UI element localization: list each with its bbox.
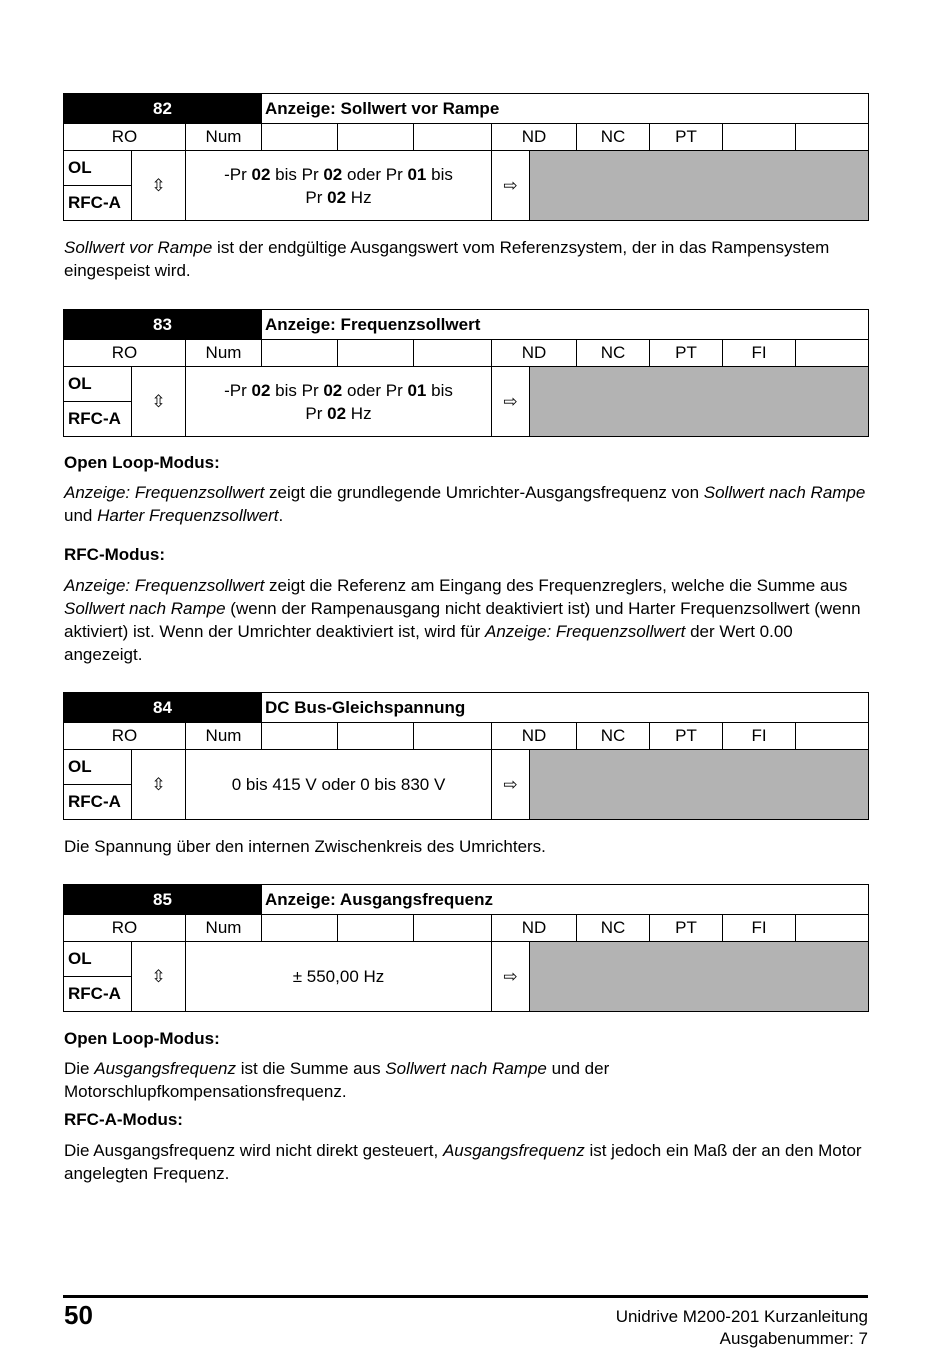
- right-arrow-icon: ⇨: [492, 750, 530, 820]
- footer-doc-title: Unidrive M200-201 Kurzanleitung: [615, 1307, 868, 1326]
- param-number: 82: [64, 94, 262, 124]
- flag-cell: [338, 723, 414, 750]
- flag-cell: [414, 340, 492, 367]
- flag-cell: [338, 340, 414, 367]
- flag-cell: [262, 915, 338, 942]
- flag-cell: [338, 124, 414, 151]
- heading-open-loop-83: Open Loop-Modus:: [64, 453, 220, 472]
- flag-cell: [796, 340, 869, 367]
- flag-cell: [338, 915, 414, 942]
- flag-cell: ND: [492, 124, 577, 151]
- flag-cell: NC: [577, 723, 650, 750]
- flag-cell: ND: [492, 915, 577, 942]
- mode-label-ol: OL: [64, 750, 132, 785]
- description-83-open-loop: Anzeige: Frequenzsollwert zeigt die grundlegende Umrichter-Ausgangsfrequenz von Sollwert nach Rampe und Harter Frequenzsollwert.: [64, 483, 866, 525]
- flag-cell: ND: [492, 340, 577, 367]
- default-value-cell: [530, 942, 869, 1012]
- footer-rule: [63, 1295, 868, 1298]
- flag-cell: Num: [186, 723, 262, 750]
- flag-cell: NC: [577, 124, 650, 151]
- param-table-84: [63, 692, 869, 820]
- param-title: Anzeige: Frequenzsollwert: [262, 310, 869, 340]
- description-82: Sollwert vor Rampe ist der endgültige Ausgangswert vom Referenzsystem, der in das Rampensystem eingespeist wird.: [64, 238, 830, 280]
- heading-rfc-83: RFC-Modus:: [64, 545, 166, 564]
- heading-rfc-a-85: RFC-A-Modus:: [64, 1110, 183, 1129]
- flag-cell: FI: [723, 723, 796, 750]
- param-number: 83: [64, 310, 262, 340]
- param-range: -Pr 02 bis Pr 02 oder Pr 01 bis Pr 02 Hz: [186, 151, 492, 221]
- description-84: Die Spannung über den internen Zwischenkreis des Umrichters.: [64, 837, 546, 856]
- flag-cell: PT: [650, 723, 723, 750]
- flag-cell: [414, 723, 492, 750]
- flag-cell: Num: [186, 915, 262, 942]
- flag-cell: [796, 124, 869, 151]
- param-table-83: [63, 309, 869, 437]
- flag-cell: NC: [577, 915, 650, 942]
- mode-label-rfc-a: RFC-A: [64, 785, 132, 820]
- flag-cell: RO: [64, 723, 186, 750]
- up-down-arrow-icon: ⇳: [132, 367, 186, 437]
- flag-cell: [796, 915, 869, 942]
- param-table-85: [63, 884, 869, 1012]
- param-title: Anzeige: Sollwert vor Rampe: [262, 94, 869, 124]
- flag-cell: PT: [650, 124, 723, 151]
- flag-cell: [262, 723, 338, 750]
- default-value-cell: [530, 151, 869, 221]
- heading-open-loop-85: Open Loop-Modus:: [64, 1029, 220, 1048]
- param-number: 85: [64, 885, 262, 915]
- mode-label-rfc-a: RFC-A: [64, 186, 132, 221]
- default-value-cell: [530, 750, 869, 820]
- flag-cell: Num: [186, 340, 262, 367]
- up-down-arrow-icon: ⇳: [132, 750, 186, 820]
- flag-cell: [414, 915, 492, 942]
- flag-cell: [414, 124, 492, 151]
- param-range: ± 550,00 Hz: [186, 942, 492, 1012]
- flag-cell: [796, 723, 869, 750]
- up-down-arrow-icon: ⇳: [132, 942, 186, 1012]
- flag-cell: [262, 124, 338, 151]
- flag-cell: [723, 124, 796, 151]
- mode-label-ol: OL: [64, 367, 132, 402]
- flag-cell: RO: [64, 915, 186, 942]
- flag-cell: FI: [723, 915, 796, 942]
- right-arrow-icon: ⇨: [492, 151, 530, 221]
- footer-doc-info: [616, 1306, 868, 1350]
- param-table-82: [63, 93, 869, 221]
- flag-cell: Num: [186, 124, 262, 151]
- mode-label-rfc-a: RFC-A: [64, 977, 132, 1012]
- description-85-rfc-a: Die Ausgangsfrequenz wird nicht direkt gesteuert, Ausgangsfrequenz ist jedoch ein Maß der an den Motor angelegten Frequenz.: [64, 1141, 862, 1183]
- param-title: DC Bus-Gleichspannung: [262, 693, 869, 723]
- page-number: 50: [64, 1300, 93, 1330]
- param-range: -Pr 02 bis Pr 02 oder Pr 01 bis Pr 02 Hz: [186, 367, 492, 437]
- param-number: 84: [64, 693, 262, 723]
- flag-cell: [262, 340, 338, 367]
- footer-edition: Ausgabenummer: 7: [719, 1329, 868, 1348]
- flag-cell: ND: [492, 723, 577, 750]
- right-arrow-icon: ⇨: [492, 367, 530, 437]
- param-range: 0 bis 415 V oder 0 bis 830 V: [186, 750, 492, 820]
- mode-label-ol: OL: [64, 942, 132, 977]
- param-title: Anzeige: Ausgangsfrequenz: [262, 885, 869, 915]
- mode-label-rfc-a: RFC-A: [64, 402, 132, 437]
- flag-cell: RO: [64, 340, 186, 367]
- flag-cell: RO: [64, 124, 186, 151]
- right-arrow-icon: ⇨: [492, 942, 530, 1012]
- description-85-open-loop: Die Ausgangsfrequenz ist die Summe aus Sollwert nach Rampe und der Motorschlupfkompensationsfrequenz.: [64, 1059, 610, 1101]
- flag-cell: FI: [723, 340, 796, 367]
- flag-cell: PT: [650, 915, 723, 942]
- up-down-arrow-icon: ⇳: [132, 151, 186, 221]
- description-83-rfc: Anzeige: Frequenzsollwert zeigt die Referenz am Eingang des Frequenzreglers, welche die Summe aus Sollwert nach Rampe (wenn der Rampenausgang nicht deaktiviert ist) und Harter Frequenzsollwert (wenn aktiviert) ist. Wenn der Umrichter deaktiviert ist, wird für Anzeige: Frequenzsollwert der Wert 0.00 angezeigt.: [64, 576, 861, 664]
- flag-cell: NC: [577, 340, 650, 367]
- flag-cell: PT: [650, 340, 723, 367]
- default-value-cell: [530, 367, 869, 437]
- mode-label-ol: OL: [64, 151, 132, 186]
